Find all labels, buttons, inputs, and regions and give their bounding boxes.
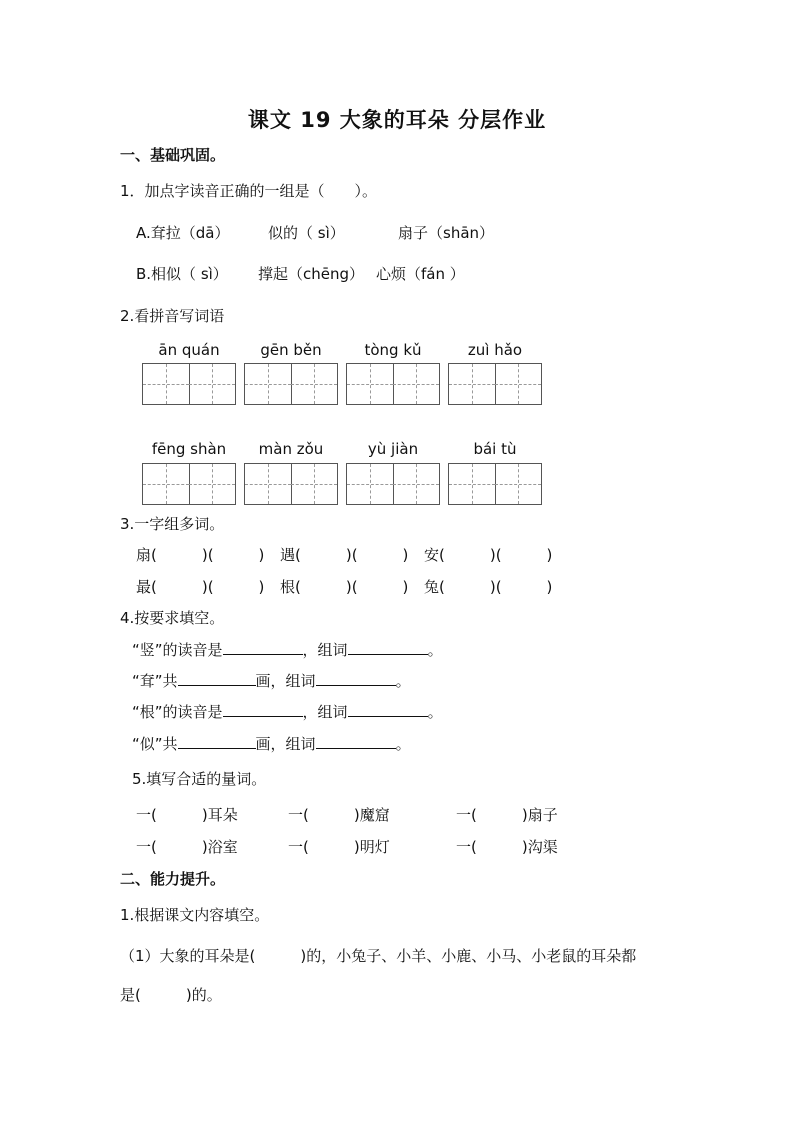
tianzige-box[interactable] xyxy=(448,463,542,505)
pinyin-label: fēng shàn xyxy=(151,440,227,458)
q4-text: ，组词 xyxy=(302,641,348,659)
q5-item: 一( )魔窟 xyxy=(288,806,390,824)
page-title: 课文 19 大象的耳朵 分层作业 xyxy=(247,108,547,132)
q5-item: 一( )沟渠 xyxy=(456,838,558,856)
pinyin-label: gēn běn xyxy=(260,341,322,359)
q4-line-3 xyxy=(132,700,443,722)
q3-item: 最( )( ) xyxy=(136,578,265,596)
q4-text: “似”共 xyxy=(132,735,178,753)
q4-text: 。 xyxy=(395,672,411,690)
fill-blank[interactable] xyxy=(178,669,256,686)
section-heading-ability: 二、能力提升。 xyxy=(120,870,226,888)
tianzige-box[interactable] xyxy=(142,363,236,405)
tianzige-box[interactable] xyxy=(346,463,440,505)
q1-option-a-1: A.耷拉（dā） xyxy=(136,224,230,242)
pinyin-label: yù jiàn xyxy=(367,440,419,458)
q3-item: 根( )( ) xyxy=(280,578,409,596)
s2-q1-line-1: （1）大象的耳朵是( )的，小兔子、小羊、小鹿、小马、小老鼠的耳朵都 xyxy=(120,947,637,965)
q4-text: 。 xyxy=(395,735,411,753)
q3-item: 扇( )( ) xyxy=(136,546,265,564)
fill-blank[interactable] xyxy=(223,638,303,655)
pinyin-label: bái tù xyxy=(473,440,517,458)
fill-blank[interactable] xyxy=(348,638,428,655)
fill-blank[interactable] xyxy=(223,700,303,717)
q4-text: 。 xyxy=(427,641,443,659)
fill-blank[interactable] xyxy=(178,732,256,749)
q1-stem: 1．加点字读音正确的一组是（ ）。 xyxy=(120,182,378,200)
q4-text: “根”的读音是 xyxy=(132,703,223,721)
q5-stem: 5.填写合适的量词。 xyxy=(132,770,267,788)
q4-text: ，组词 xyxy=(302,703,348,721)
q1-option-b-3: 心烦（fán ） xyxy=(376,265,465,283)
s2-q1-stem: 1.根据课文内容填空。 xyxy=(120,906,270,924)
q4-line-2 xyxy=(132,669,411,691)
q4-stem: 4.按要求填空。 xyxy=(120,609,225,627)
q3-item: 兔( )( ) xyxy=(424,578,553,596)
pinyin-label: ān quán xyxy=(158,341,220,359)
q5-item: 一( )明灯 xyxy=(288,838,390,856)
q5-item: 一( )扇子 xyxy=(456,806,558,824)
q4-text: “耷”共 xyxy=(132,672,178,690)
q1-option-a-2: 似的（ sì） xyxy=(268,224,345,242)
q4-text: 。 xyxy=(427,703,443,721)
tianzige-box[interactable] xyxy=(448,363,542,405)
pinyin-label: màn zǒu xyxy=(258,440,324,458)
pinyin-label: tòng kǔ xyxy=(364,341,422,359)
section-heading-basic: 一、基础巩固。 xyxy=(120,146,226,164)
q3-stem: 3.一字组多词。 xyxy=(120,515,225,533)
fill-blank[interactable] xyxy=(348,700,428,717)
q2-stem: 2.看拼音写词语 xyxy=(120,307,225,325)
fill-blank[interactable] xyxy=(316,732,396,749)
s2-q1-line-2: 是( )的。 xyxy=(120,986,222,1004)
q5-item: 一( )耳朵 xyxy=(136,806,238,824)
q4-text: 画，组词 xyxy=(255,672,316,690)
q4-text: “竖”的读音是 xyxy=(132,641,223,659)
q4-text: 画，组词 xyxy=(255,735,316,753)
tianzige-box[interactable] xyxy=(142,463,236,505)
fill-blank[interactable] xyxy=(316,669,396,686)
q1-option-a-3: 扇子（shān） xyxy=(398,224,495,242)
pinyin-label: zuì hǎo xyxy=(467,341,523,359)
q5-item: 一( )浴室 xyxy=(136,838,238,856)
tianzige-box[interactable] xyxy=(346,363,440,405)
tianzige-box[interactable] xyxy=(244,463,338,505)
q1-option-b-1: B.相似（ sì） xyxy=(136,265,228,283)
q4-line-4 xyxy=(132,732,411,754)
q1-option-b-2: 撑起（chēng） xyxy=(258,265,365,283)
tianzige-box[interactable] xyxy=(244,363,338,405)
q4-line-1 xyxy=(132,638,443,660)
q3-item: 遇( )( ) xyxy=(280,546,409,564)
q3-item: 安( )( ) xyxy=(424,546,553,564)
